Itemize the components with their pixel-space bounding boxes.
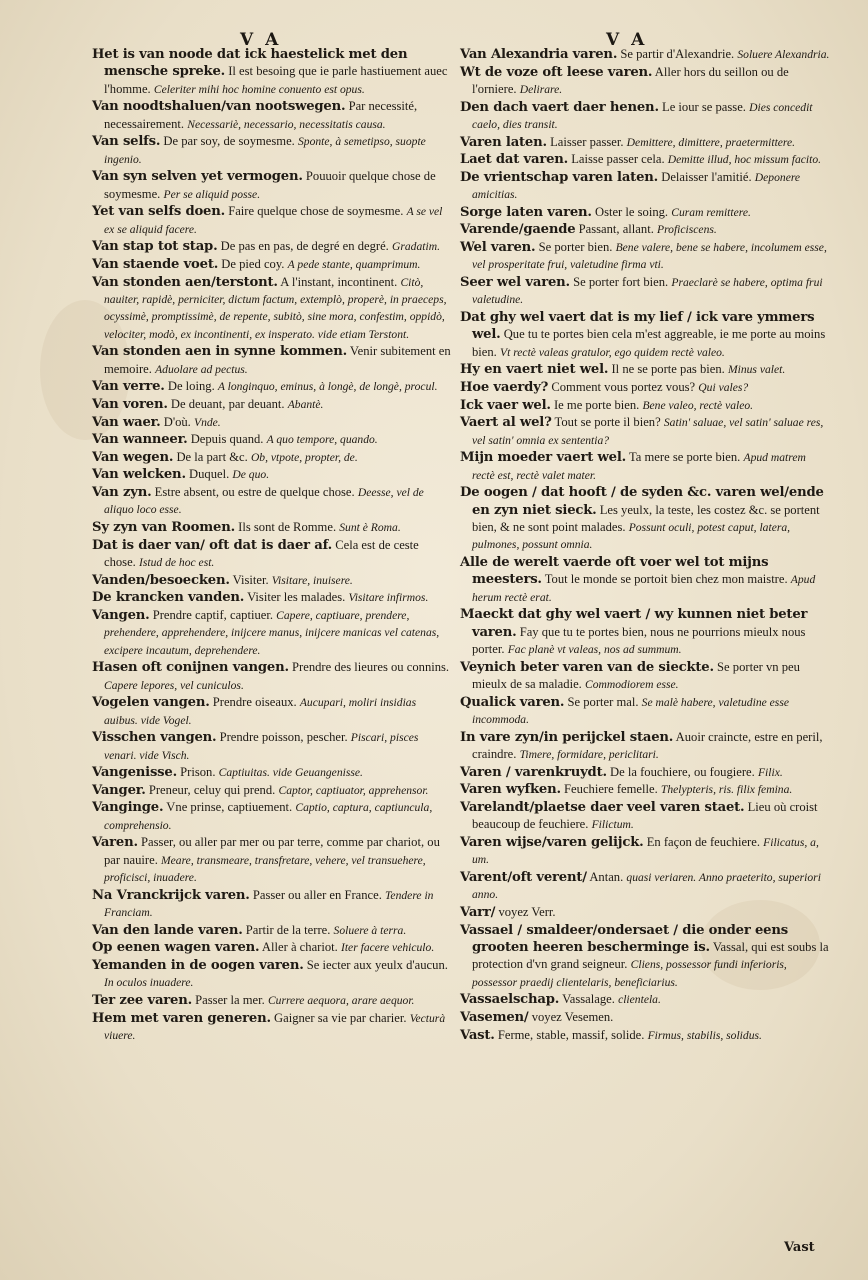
entry-french: Prison. <box>180 765 216 780</box>
entry-french: Se porter bien. <box>538 239 613 254</box>
dictionary-entry <box>460 151 830 168</box>
entry-latin: Visitare infirmos. <box>348 591 429 605</box>
entry-latin: Captiuitas. vide Geuangenisse. <box>218 766 363 780</box>
running-header-right: V A <box>606 30 648 50</box>
dictionary-entry <box>92 378 452 395</box>
entry-headword: Van stonden aen in synne kommen. <box>92 344 347 360</box>
entry-headword: In vare zyn/in perijckel staen. <box>460 729 674 745</box>
entry-french: Il est besoing que ie parle hastiuement auec l'homme. <box>104 64 448 96</box>
entry-french: Vassalage. <box>562 992 615 1007</box>
dictionary-entry <box>92 957 452 992</box>
entry-french: De la part &c. <box>176 449 248 464</box>
entry-latin: Piscari, pisces venari. vide Visch. <box>104 731 419 762</box>
entry-latin: Curam remittere. <box>671 205 751 219</box>
entry-latin: Bene valeo, rectè valeo. <box>642 398 754 412</box>
entry-latin: A longinquo, eminus, à longè, de longè, procul. <box>217 380 438 394</box>
entry-latin: Necessariè, necessario, necessitatis causa. <box>187 117 386 131</box>
entry-french: A l'instant, incontinent. <box>280 274 398 289</box>
entry-latin: Firmus, stabilis, solidus. <box>647 1028 762 1042</box>
entry-headword: Veynich beter varen van de sieckte. <box>460 659 714 675</box>
entry-french: Duquel. <box>189 467 230 482</box>
entry-latin: Abantè. <box>287 398 324 411</box>
dictionary-entry <box>460 134 830 151</box>
dictionary-entry <box>92 659 452 694</box>
dictionary-entry <box>92 729 452 764</box>
entry-headword: Op eenen wagen varen. <box>92 940 260 956</box>
entry-headword: Van wegen. <box>92 449 174 465</box>
entry-latin: Vnde. <box>193 415 221 429</box>
entry-headword: Yet van selfs doen. <box>92 204 226 220</box>
entry-headword: Vanger. <box>92 782 146 798</box>
entry-latin: Visitare, inuisere. <box>271 573 353 587</box>
entry-headword: Vassael / smaldeer/ondersaet / die onder eens grooten heeren bescherminge is. <box>460 922 788 955</box>
entry-french: Comment vous portez vous? <box>551 379 696 394</box>
entry-headword: Van staende voet. <box>92 257 219 272</box>
dictionary-entry <box>460 64 830 99</box>
entry-headword: Vangenisse. <box>92 765 177 781</box>
dictionary-entry <box>460 484 830 554</box>
entry-headword: Van selfs. <box>92 134 161 150</box>
entry-headword: Varelandt/plaetse daer veel varen staet. <box>460 799 745 815</box>
entry-headword: Wel varen. <box>460 239 536 255</box>
entry-headword: De oogen / dat hooft / de syden &c. varen wel/ende en zyn niet sieck. <box>460 485 824 518</box>
dictionary-entry <box>460 904 830 921</box>
entry-latin: Se malè habere, valetudine esse incommoda. <box>472 695 789 727</box>
entry-latin: clientela. <box>618 993 661 1007</box>
dictionary-entry <box>460 239 830 274</box>
entry-latin: Citò, nauiter, rapidè, perniciter, dictum factum, extemplò, properè, in praeceps, ocyssimè, promptissimè, de repente, subitò, sine mora, confestim, oppidò, velociter, modò, ex incontinenti, ex insperato. vide etiam Terstont. <box>104 275 447 341</box>
entry-french: Tout se porte il bien? <box>554 415 661 430</box>
entry-latin: Dies concedit caelo, dies transit. <box>472 100 813 131</box>
entry-latin: Soluere Alexandria. <box>737 48 830 61</box>
entry-french: Partir de la terre. <box>245 922 331 937</box>
entry-headword: Dat ghy wel vaert dat is my lief / ick vare ymmers wel. <box>460 309 815 343</box>
entry-french: voyez Vesemen. <box>531 1009 614 1024</box>
entry-headword: Varr/ <box>460 904 496 920</box>
entry-headword: Visschen vangen. <box>92 730 217 746</box>
dictionary-entry <box>92 782 452 799</box>
entry-french: En façon de feuchiere. <box>646 834 760 849</box>
entry-headword: Van verre. <box>92 379 165 395</box>
entry-latin: Deesse, vel de aliquo loco esse. <box>104 485 424 517</box>
dictionary-entry <box>460 46 830 63</box>
entry-headword: Laet dat varen. <box>460 152 569 168</box>
dictionary-entry <box>92 992 452 1009</box>
entry-french: Oster le soing. <box>594 204 669 219</box>
entry-latin: Commodiorem esse. <box>584 678 679 692</box>
entry-headword: Ter zee varen. <box>92 992 193 1008</box>
entry-headword: Van wanneer. <box>92 432 188 448</box>
entry-latin: Proficiscens. <box>657 223 717 237</box>
entry-latin: Sponte, à semetipso, suopte ingenio. <box>104 135 426 166</box>
entry-french: Ta mere se porte bien. <box>628 450 741 465</box>
entry-french: Que tu te portes bien cela m'est aggreable, ie me porte au moins bien. <box>472 327 826 359</box>
entry-french: Visiter. <box>232 572 269 587</box>
dictionary-entry <box>92 203 452 238</box>
entry-headword: Seer wel varen. <box>460 274 570 290</box>
entry-french: Prendre des lieures ou connins. <box>292 660 450 675</box>
entry-headword: Vanden/besoecken. <box>92 572 230 588</box>
entry-french: Vne prinse, captiuement. <box>166 800 293 815</box>
dictionary-entry <box>460 1009 830 1026</box>
dictionary-entry <box>92 466 452 483</box>
entry-latin: Capere lepores, vel cuniculos. <box>104 678 244 692</box>
entry-latin: Possunt oculi, potest caput, latera, pulmones, possunt omnia. <box>472 520 791 552</box>
dictionary-entry <box>92 46 452 98</box>
dictionary-entry <box>460 221 830 238</box>
entry-latin: Demittere, dimittere, praetermittere. <box>626 135 796 149</box>
entry-french: Delaisser l'amitié. <box>661 169 752 184</box>
entry-headword: Hy en vaert niet wel. <box>460 362 609 378</box>
entry-latin: Ob, vtpote, propter, de. <box>250 450 358 464</box>
entry-headword: De krancken vanden. <box>92 590 245 606</box>
entry-french: Par necessité, necessairement. <box>104 99 418 131</box>
entry-french: Se porter mal. <box>567 694 639 709</box>
entry-headword: Varen / varenkruydt. <box>460 764 607 780</box>
dictionary-entry <box>460 729 830 764</box>
entry-french: Vassal, qui est soubs la protection d'vn grand seigneur. <box>472 939 829 972</box>
dictionary-entry <box>92 1010 452 1045</box>
entry-french: Laisse passer cela. <box>571 152 665 167</box>
entry-latin: Aduolare ad pectus. <box>155 362 248 376</box>
entry-french: Prendre captif, captiuer. <box>152 607 273 622</box>
entry-headword: Sorge laten varen. <box>460 204 592 220</box>
entry-latin: Istud de hoc est. <box>138 555 215 569</box>
dictionary-entry <box>460 204 830 221</box>
entry-latin: Aucupari, moliri insidias auibus. vide Vogel. <box>104 696 417 727</box>
entry-latin: Minus valet. <box>727 363 786 377</box>
dictionary-entry <box>460 694 830 729</box>
entry-french: Pouuoir quelque chose de soymesme. <box>104 169 436 201</box>
entry-french: Se partir d'Alexandrie. <box>620 47 735 61</box>
entry-headword: Varent/oft verent/ <box>460 869 587 885</box>
entry-french: De deuant, par deuant. <box>170 397 285 411</box>
entry-headword: Van zyn. <box>92 484 152 500</box>
entry-french: Se porter vn peu mieulx de sa maladie. <box>472 659 800 692</box>
entry-headword: Van den lande varen. <box>92 922 243 938</box>
entry-french: Passant, allant. <box>578 222 654 237</box>
entry-headword: Alle de werelt vaerde oft voer wel tot mijns meesters. <box>460 554 769 588</box>
dictionary-entry <box>92 572 452 589</box>
entry-headword: Na Vranckrijck varen. <box>92 887 250 903</box>
dictionary-entry <box>92 396 452 413</box>
entry-latin: Qui vales? <box>698 380 749 394</box>
entry-french: Laisser passer. <box>550 134 624 149</box>
entry-headword: Vasemen/ <box>460 1009 529 1025</box>
entry-headword: Hoe vaerdy? <box>460 379 549 395</box>
entry-french: Visiter les malades. <box>247 590 346 605</box>
entry-french: D'où. <box>163 414 191 429</box>
entry-latin: A quo tempore, quando. <box>266 433 378 447</box>
dictionary-entry <box>92 238 452 255</box>
entry-headword: Varen wyfken. <box>460 782 561 798</box>
dictionary-entry <box>92 256 452 273</box>
dictionary-entry <box>460 991 830 1008</box>
entry-french: De par soy, de soymesme. <box>163 134 295 149</box>
dictionary-entry <box>460 397 830 414</box>
dictionary-entry <box>460 449 830 484</box>
entry-latin: Fac planè vt valeas, nos ad summum. <box>507 643 682 657</box>
entry-headword: Van syn selven yet vermogen. <box>92 169 303 185</box>
entry-french: Preneur, celuy qui prend. <box>148 782 276 797</box>
entry-french: Ie me porte bien. <box>553 397 640 412</box>
entry-latin: Celeriter mihi hoc homine conuento est opus. <box>153 82 365 96</box>
entry-latin: Currere aequora, arare aequor. <box>267 993 415 1007</box>
dictionary-entry <box>460 922 830 992</box>
entry-headword: Vaert al wel? <box>460 415 552 431</box>
dictionary-entry <box>92 799 452 834</box>
entry-latin: Per se aliquid posse. <box>163 187 261 201</box>
entry-french: De loing. <box>167 379 215 394</box>
dictionary-entry <box>460 606 830 658</box>
entry-latin: Filictum. <box>591 818 634 832</box>
entry-latin: Timere, formidare, periclitari. <box>519 748 659 762</box>
entry-headword: Sy zyn van Roomen. <box>92 519 235 535</box>
dictionary-entry <box>92 834 452 886</box>
entry-latin: Thelypteris, ris. filix femina. <box>660 783 793 797</box>
entry-headword: Van stap tot stap. <box>92 239 218 255</box>
entry-latin: Meare, transmeare, transfretare, vehere, vel transuehere, proficisci, inuadere. <box>104 853 426 885</box>
entry-latin: Captor, captiuator, apprehensor. <box>278 783 429 797</box>
entry-french: Faire quelque chose de soymesme. <box>228 204 404 219</box>
dictionary-entry <box>460 309 830 361</box>
entry-latin: Vecturà viuere. <box>104 1011 446 1042</box>
dictionary-entry <box>92 939 452 956</box>
entry-latin: Tendere in Franciam. <box>104 888 434 920</box>
entry-headword: Vanginge. <box>92 800 164 816</box>
entry-french: De pied coy. <box>221 257 285 271</box>
dictionary-entry <box>92 133 452 168</box>
entry-french: Se iecter aux yeulx d'aucun. <box>306 957 448 972</box>
dictionary-entry <box>460 379 830 396</box>
entry-french: Passer ou aller en France. <box>252 887 382 902</box>
entry-headword: Van Alexandria varen. <box>460 47 618 62</box>
entry-headword: Den dach vaert daer henen. <box>460 99 659 115</box>
entry-french: Depuis quand. <box>190 432 264 447</box>
dictionary-entry <box>460 414 830 449</box>
entry-latin: Bene valere, bene se habere, incolumem esse, vel prosperitate frui, valetudine firma vti. <box>472 240 827 272</box>
dictionary-entry <box>460 764 830 781</box>
entry-french: Aller hors du seillon ou de l'orniere. <box>472 64 789 96</box>
dictionary-entry <box>460 799 830 834</box>
dictionary-entry <box>92 922 452 939</box>
left-column <box>92 46 452 1045</box>
entry-latin: Apud herum rectè erat. <box>472 573 816 604</box>
entry-french: Se porter fort bien. <box>573 274 669 289</box>
entry-latin: Soluere à terra. <box>333 923 407 937</box>
dictionary-entry <box>460 169 830 204</box>
entry-french: Ferme, stable, massif, solide. <box>497 1027 645 1042</box>
entry-french: Cela est de ceste chose. <box>104 537 419 569</box>
dictionary-entry <box>460 781 830 798</box>
entry-french: voyez Verr. <box>498 904 556 919</box>
entry-headword: Van waer. <box>92 414 161 430</box>
dictionary-entry <box>92 887 452 922</box>
entry-headword: Maeckt dat ghy wel vaert / wy kunnen niet beter varen. <box>460 607 808 640</box>
running-header-left: V A <box>240 30 282 50</box>
entry-latin: Deponere amicitias. <box>472 170 801 202</box>
dictionary-entry <box>92 607 452 659</box>
entry-french: Feuchiere femelle. <box>564 782 658 797</box>
right-column <box>460 46 830 1044</box>
entry-latin: Captio, captura, captiuncula, comprehensio. <box>104 801 433 832</box>
entry-latin: Satin' saluae, vel satin' saluae res, vel satin' omnia ex sententia? <box>472 416 824 447</box>
entry-french: Il ne se porte pas bien. <box>611 362 725 377</box>
entry-headword: De vrientschap varen laten. <box>460 169 659 185</box>
entry-headword: Van welcken. <box>92 467 186 483</box>
dictionary-entry <box>92 343 452 378</box>
entry-latin: Capere, captiuare, prendere, prehendere, apprehendere, inijcere manus, inijcere manicas vel catenas, excipere incautum, deprehendere. <box>104 608 440 657</box>
entry-headword: Wt de voze oft leese varen. <box>460 64 653 80</box>
entry-french: Fay que tu te portes bien, nous ne pourrions mieulx nous porter. <box>472 624 806 657</box>
entry-french: Antan. <box>589 869 624 884</box>
entry-latin: In oculos inuadere. <box>104 976 194 990</box>
entry-french: Venir subitement en memoire. <box>104 344 451 376</box>
dictionary-entry <box>92 764 452 781</box>
entry-headword: Mijn moeder vaert wel. <box>460 450 627 466</box>
entry-french: Tout le monde se portoit bien chez mon maistre. <box>544 572 788 587</box>
dictionary-entry <box>460 361 830 378</box>
entry-french: De la fouchiere, ou fougiere. <box>610 764 755 779</box>
dictionary-entry <box>92 484 452 519</box>
dictionary-entry <box>92 414 452 431</box>
entry-headword: Varen laten. <box>460 134 547 150</box>
entry-headword: Vangen. <box>92 607 150 623</box>
entry-french: Les yeulx, la teste, les costez &c. se portent bien, & ne sont point malades. <box>472 502 820 534</box>
dictionary-entry <box>92 449 452 466</box>
entry-headword: Varen. <box>92 835 138 851</box>
dictionary-entry <box>92 589 452 606</box>
entry-french: Gaigner sa vie par charier. <box>274 1010 407 1025</box>
entry-french: Aller à chariot. <box>261 940 338 955</box>
entry-headword: Dat is daer van/ oft dat is daer af. <box>92 537 333 553</box>
entry-latin: Delirare. <box>519 83 563 96</box>
entry-french: Estre absent, ou estre de quelque chose. <box>154 484 355 499</box>
dictionary-entry <box>460 659 830 694</box>
entry-french: Prendre oiseaux. <box>212 695 297 710</box>
entry-french: Le iour se passe. <box>662 99 746 114</box>
entry-french: Auoir craincte, estre en peril, craindre. <box>472 729 823 762</box>
dictionary-entry <box>460 274 830 309</box>
dictionary-entry <box>92 98 452 133</box>
dictionary-entry <box>92 168 452 203</box>
entry-latin: Vt rectè valeas gratulor, ego quidem rectè valeo. <box>500 345 725 359</box>
catchword: Vast <box>784 1240 815 1255</box>
entry-latin: Cliens, possessor fundi inferioris, possessor praedij clientelaris, beneficiarius. <box>472 958 787 989</box>
entry-headword: Vassaelschap. <box>460 992 560 1008</box>
dictionary-entry <box>460 99 830 134</box>
entry-headword: Van voren. <box>92 397 168 412</box>
entry-headword: Varen wijse/varen gelijck. <box>460 834 644 850</box>
entry-latin: Demitte illud, hoc missum facito. <box>667 153 822 167</box>
dictionary-entry <box>460 1027 830 1044</box>
entry-headword: Varende/gaende <box>460 222 576 238</box>
dictionary-entry <box>460 834 830 869</box>
entry-headword: Van stonden aen/terstont. <box>92 274 278 290</box>
entry-french: Prendre poisson, pescher. <box>219 730 348 745</box>
dictionary-entry <box>460 554 830 606</box>
entry-french: De pas en pas, de degré en degré. <box>220 239 389 254</box>
entry-latin: De quo. <box>232 468 270 482</box>
entry-latin: A se vel ex se aliquid facere. <box>104 205 443 236</box>
entry-latin: quasi veriaren. Anno praeterito, superiori anno. <box>472 870 821 902</box>
dictionary-entry <box>92 537 452 572</box>
entry-latin: A pede stante, quamprimum. <box>287 258 421 271</box>
entry-latin: Sunt è Roma. <box>339 520 401 534</box>
dictionary-entry <box>92 274 452 344</box>
entry-latin: Iter facere vehiculo. <box>340 941 435 955</box>
entry-latin: Filix. <box>757 765 783 779</box>
entry-french: Passer la mer. <box>195 992 265 1007</box>
dictionary-entry <box>92 431 452 448</box>
dictionary-entry <box>92 694 452 729</box>
entry-latin: Apud matrem rectè est, rectè valet mater. <box>472 451 806 482</box>
entry-headword: Qualick varen. <box>460 694 565 710</box>
entry-french: Lieu où croist beaucoup de feuchiere. <box>472 799 818 832</box>
entry-latin: Praeclarè se habere, optima frui valetudine. <box>472 275 823 307</box>
entry-french: Ils sont de Romme. <box>238 519 337 534</box>
entry-headword: Hem met varen generen. <box>92 1010 271 1026</box>
dictionary-entry <box>460 869 830 904</box>
entry-headword: Ick vaer wel. <box>460 397 551 413</box>
entry-headword: Het is van noode dat ick haestelick met den mensche spreke. <box>92 47 408 80</box>
entry-headword: Hasen oft conijnen vangen. <box>92 660 289 676</box>
dictionary-entry <box>92 519 452 536</box>
entry-latin: Filicatus, a, um. <box>472 835 819 867</box>
entry-headword: Vogelen vangen. <box>92 695 210 711</box>
entry-headword: Van noodtshaluen/van nootswegen. <box>92 99 346 115</box>
entry-headword: Vast. <box>460 1027 495 1043</box>
entry-latin: Gradatim. <box>391 240 440 254</box>
entry-headword: Yemanden in de oogen varen. <box>92 957 304 973</box>
entry-french: Passer, ou aller par mer ou par terre, comme par chariot, ou par nauire. <box>104 835 440 867</box>
